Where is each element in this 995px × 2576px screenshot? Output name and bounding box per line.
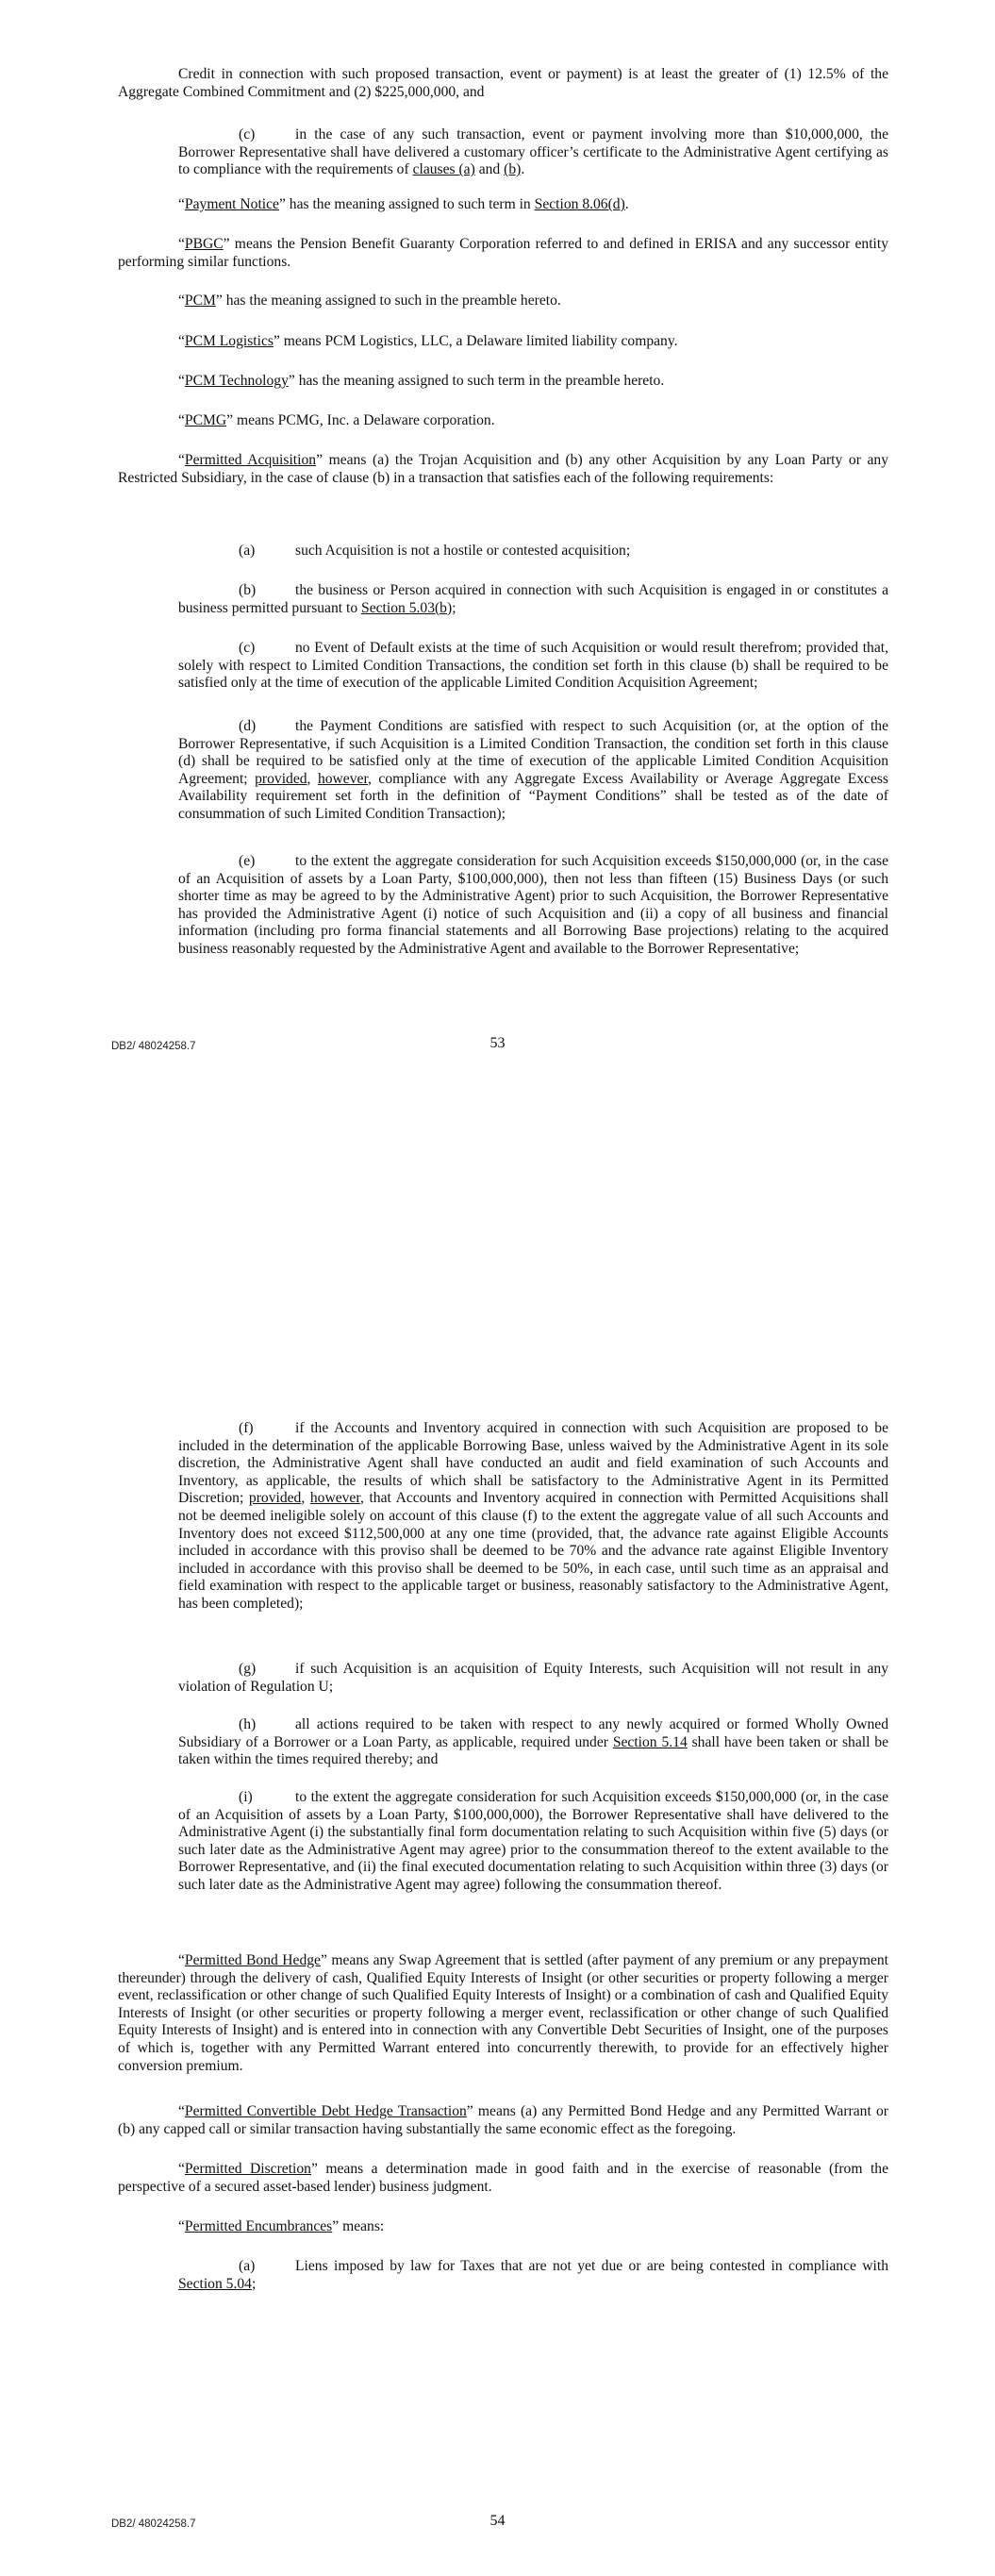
definition-permitted-discretion: “Permitted Discretion” means a determination made in good faith and in the exercise of reasonable (from the perspective of a secured asset-based lender) business judgment. bbox=[118, 2161, 888, 2195]
defined-term: Permitted Convertible Debt Hedge Transaction bbox=[184, 2103, 467, 2119]
defined-term: PCMG bbox=[184, 412, 227, 428]
definition-pcm-technology: “PCM Technology” has the meaning assigned to such term in the preamble hereto. bbox=[178, 373, 665, 389]
acquisition-clause-c: (c) no Event of Default exists at the time of such Acquisition or would result therefrom; provided that, solely with respect to Limited Condition Transactions, the condition set forth in this clause (b) shall be required to be satisfied only at the time of execution of the applicable Limited Condition Acquisition Agreement; bbox=[178, 640, 888, 692]
document-id: DB2/ 48024258.7 bbox=[111, 1041, 196, 1052]
defined-term: Permitted Encumbrances bbox=[184, 2218, 333, 2234]
definition-pbgc: “PBGC” means the Pension Benefit Guaranty Corporation referred to and defined in ERISA and any successor entity performing similar functions. bbox=[118, 236, 888, 270]
acquisition-clause-i: (i) to the extent the aggregate consideration for such Acquisition exceeds $150,000,000 (or, in the case of an Acquisition of assets by a Loan Party, $100,000,000), the Borrower Representative shall have delivered to the Administrative Agent (i) the substantially final form documentation relating to such Acquisition within five (5) days (or such later date as the Administrative Agent may agree) prior to the consummation thereof to the extent available to the Borrower Representative, and (ii) the final executed documentation relating to such Acquisition within three (3) days (or such later date as the Administrative Agent may agree) following the consummation thereof. bbox=[178, 1789, 888, 1893]
acquisition-clause-a: (a) such Acquisition is not a hostile or contested acquisition; bbox=[239, 543, 631, 559]
acquisition-clause-h: (h) all actions required to be taken with respect to any newly acquired or formed Wholly Owned Subsidiary of a Borrower or a Loan Party, as applicable, required under Section 5.14 shall have been taken or shall be taken within the times required thereby; and bbox=[178, 1716, 888, 1768]
clause-label: (a) bbox=[239, 2258, 256, 2274]
definition-payment-notice: “Payment Notice” has the meaning assigned to such term in Section 8.06(d). bbox=[178, 196, 629, 212]
acquisition-clause-g: (g) if such Acquisition is an acquisition of Equity Interests, such Acquisition will not result in any violation of Regulation U; bbox=[178, 1661, 888, 1695]
section-reference-link[interactable]: Section 5.14 bbox=[612, 1733, 688, 1750]
defined-term: PBGC bbox=[184, 236, 224, 252]
defined-term: Permitted Acquisition bbox=[184, 452, 317, 468]
clause-label: (i) bbox=[239, 1789, 253, 1805]
definition-pcm: “PCM” has the meaning assigned to such in the preamble hereto. bbox=[178, 293, 561, 309]
definition-pcmg: “PCMG” means PCMG, Inc. a Delaware corporation. bbox=[178, 412, 495, 428]
clause-label: (f) bbox=[239, 1420, 254, 1436]
definition-pcm-logistics: “PCM Logistics” means PCM Logistics, LLC, a Delaware limited liability company. bbox=[178, 333, 678, 349]
clause-label: (h) bbox=[239, 1716, 257, 1732]
page-number: 53 bbox=[489, 1035, 506, 1051]
clause-label: (a) bbox=[239, 543, 256, 559]
page-number: 54 bbox=[489, 2513, 506, 2529]
acquisition-clause-f: (f) if the Accounts and Inventory acquired in connection with such Acquisition are proposed to be included in the determination of the applicable Borrowing Base, unless waived by the Administrative Agent in its sole discretion, the Administrative Agent shall have conducted an audit and field examination of such Accounts and Inventory, as applicable, the results of which shall be satisfactory to the Administrative Agent in its Permitted Discretion; provided, however, that Accounts and Inventory acquired in connection with Permitted Acquisitions shall not be deemed ineligible solely on account of this clause (f) to the extent the aggregate value of all such Accounts and Inventory does not exceed $112,500,000 at any one time (provided, that, the advance rate against Eligible Accounts included in accordance with this proviso shall be deemed to be 70% and the advance rate against Eligible Inventory included in accordance with this proviso shall be deemed to be 50%, in each case, until such time as an appraisal and field examination with respect to the applicable target or business, reasonably satisfactory to the Administrative Agent, has been completed); bbox=[178, 1420, 889, 1612]
definition-permitted-convertible-debt-hedge: “Permitted Convertible Debt Hedge Transaction” means (a) any Permitted Bond Hedge and any Permitted Warrant or (b) any capped call or similar transaction having substantially the same economic effect as the foregoing. bbox=[118, 2103, 888, 2137]
definition-permitted-acquisition: “Permitted Acquisition” means (a) the Trojan Acquisition and (b) any other Acquisition by any Loan Party or any Restricted Subsidiary, in the case of clause (b) in a transaction that satisfies each of the following requirements: bbox=[118, 452, 888, 486]
however-term: however bbox=[309, 1490, 360, 1507]
provided-term: provided bbox=[255, 770, 307, 787]
defined-term: Payment Notice bbox=[184, 196, 279, 212]
continued-paragraph: Credit in connection with such proposed transaction, event or payment) is at least the greater of (1) 12.5% of the Aggregate Combined Commitment and (2) $225,000,000, and bbox=[118, 66, 888, 100]
section-reference-link[interactable]: Section 5.04 bbox=[178, 2275, 252, 2292]
defined-term: PCM bbox=[184, 293, 216, 309]
acquisition-clause-d: (d) the Payment Conditions are satisfied with respect to such Acquisition (or, at the option of the Borrower Representative, if such Acquisition is a Limited Condition Transaction, the condition set forth in this clause (d) shall be required to be satisfied only at the time of execution of the applicable Limited Condition Acquisition Agreement; provided, however, compliance with any Aggregate Excess Availability or Average Aggregate Excess Availability requirement set forth in the definition of “Payment Conditions” shall be tested as of the date of consummation of such Limited Condition Transaction); bbox=[178, 718, 889, 822]
encumbrances-clause-a: (a) Liens imposed by law for Taxes that are not yet due or are being contested in compliance with Section 5.04; bbox=[178, 2258, 888, 2292]
definition-permitted-bond-hedge: “Permitted Bond Hedge” means any Swap Agreement that is settled (after payment of any premium or any prepayment thereunder) through the delivery of cash, Qualified Equity Interests of Insight (or other securities or property following a merger event, reclassification or other change of such Qualified Equity Interests of Insight) or a combination of cash and Qualified Equity Interests of Insight (or other securities or property following a merger event, reclassification or other change of such Qualified Equity Interests of Insight) and is entered into in connection with any Convertible Debt Securities of Insight, one of the purposes of which is, together with any Permitted Warrant entered into concurrently therewith, to provide for an effectively higher conversion premium. bbox=[118, 1952, 889, 2074]
defined-term: PCM Technology bbox=[184, 373, 289, 389]
clause-label: (d) bbox=[239, 718, 257, 734]
section-reference-link[interactable]: Section 5.03(b) bbox=[361, 599, 453, 616]
document-id: DB2/ 48024258.7 bbox=[111, 2518, 196, 2530]
provided-term: provided bbox=[248, 1490, 302, 1507]
clause-a-link[interactable]: clauses (a) bbox=[412, 161, 475, 178]
clause-label: (g) bbox=[239, 1661, 257, 1677]
clause-label: (c) bbox=[239, 126, 256, 142]
acquisition-clause-b: (b) the business or Person acquired in connection with such Acquisition is engaged in or constitutes a business permitted pursuant to Section 5.03(b); bbox=[178, 582, 888, 616]
page-54 bbox=[0, 1288, 995, 2576]
definition-permitted-encumbrances: “Permitted Encumbrances” means: bbox=[178, 2218, 385, 2234]
acquisition-clause-e: (e) to the extent the aggregate consideration for such Acquisition exceeds $150,000,000 (or, in the case of an Acquisition of assets by a Loan Party, $100,000,000), then not less than fifteen (15) Business Days (or such shorter time as may be agreed to by the Administrative Agent) prior to such Acquisition, the Borrower Representative has provided the Administrative Agent (i) notice of such Acquisition and (ii) a copy of all business and financial information (including pro forma financial statements and all Borrowing Base projections) relating to the acquired business reasonably requested by the Administrative Agent and available to the Borrower Representative; bbox=[178, 853, 888, 957]
clause-label: (c) bbox=[239, 640, 256, 656]
clause-c-paragraph: (c) in the case of any such transaction, event or payment involving more than $10,000,000, the Borrower Representative shall have delivered a customary officer’s certificate to the Administrative Agent certifying as to compliance with the requirements of clauses (a) and (b). bbox=[178, 126, 888, 178]
clause-label: (b) bbox=[239, 582, 257, 598]
defined-term: PCM Logistics bbox=[184, 333, 274, 349]
clause-b-link[interactable]: (b) bbox=[504, 161, 522, 178]
however-term: however bbox=[317, 770, 369, 787]
defined-term: Permitted Bond Hedge bbox=[184, 1952, 321, 1968]
section-reference-link[interactable]: Section 8.06(d) bbox=[534, 196, 625, 212]
defined-term: Permitted Discretion bbox=[184, 2161, 311, 2177]
clause-label: (e) bbox=[239, 853, 256, 869]
